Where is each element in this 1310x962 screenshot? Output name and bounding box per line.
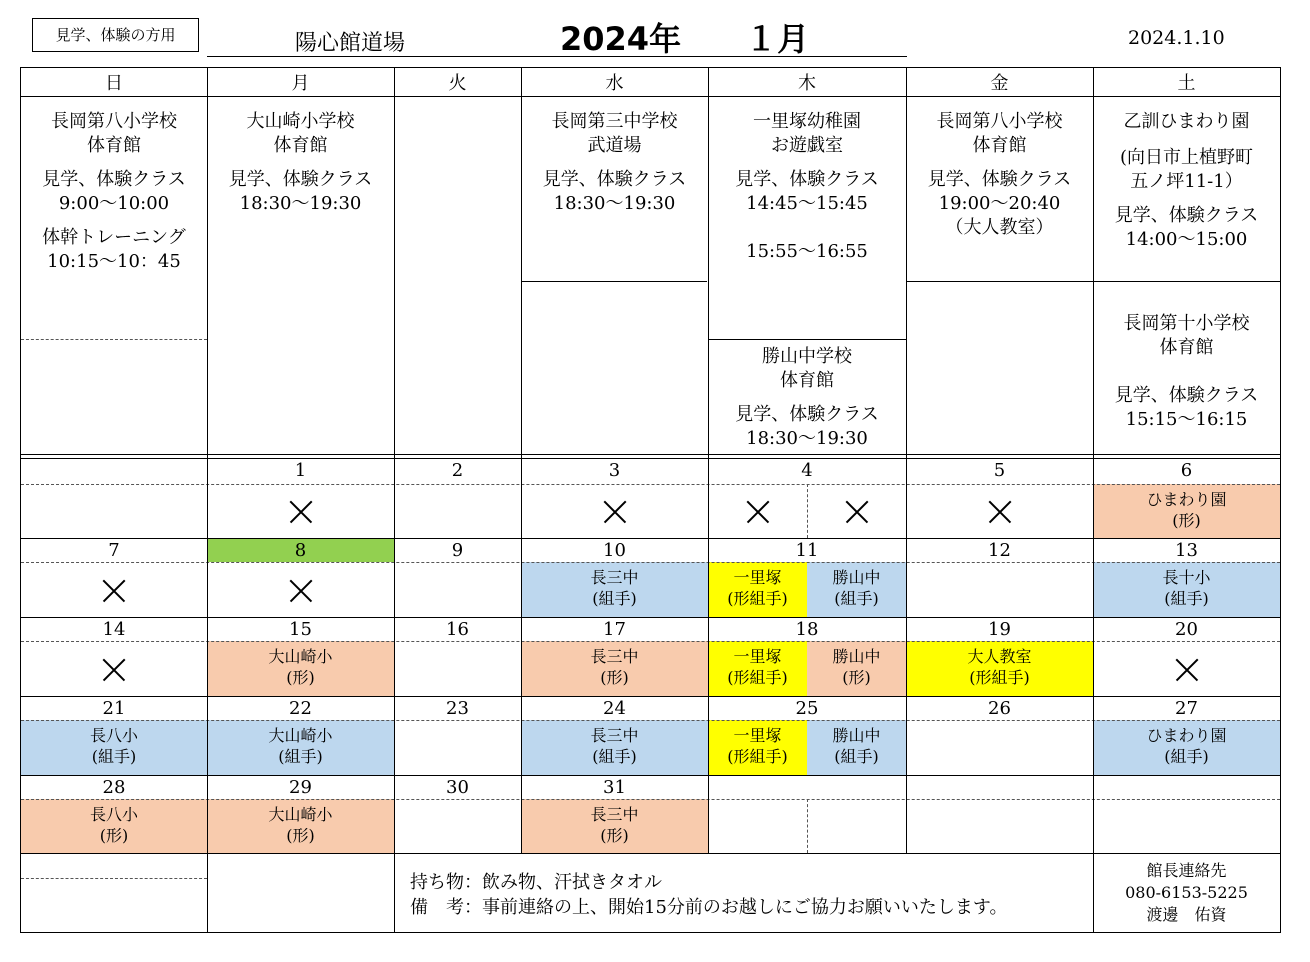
info-thu-class: 見学、体験クラス <box>735 169 879 190</box>
event-jan-15 <box>207 641 394 696</box>
info-thu-time: 14:45～15:45 <box>746 193 868 214</box>
info-sat-address-2: 五ノ坪11-1） <box>1130 171 1243 192</box>
info-thu2-venue: 勝山中学校 <box>762 346 852 367</box>
cancelled-x-icon <box>289 500 313 524</box>
cancelled-x-icon <box>988 500 1012 524</box>
day-number: 1 <box>294 460 307 481</box>
event-jan-18b-line1: 勝山中 <box>832 647 881 666</box>
event-jan-21 <box>21 720 207 775</box>
event-jan-25a-line2: (形組手) <box>727 747 788 766</box>
event-jan-15-line1: 大山崎小 <box>268 647 333 666</box>
event-jan-28 <box>21 799 207 854</box>
title-underline <box>207 56 907 57</box>
day-number: 30 <box>446 777 469 798</box>
event-jan-24-line2: (組手) <box>592 747 637 766</box>
event-jan-24-line1: 長三中 <box>590 726 639 745</box>
event-jan-18-katsuyama <box>807 641 906 696</box>
day-number: 5 <box>993 460 1006 481</box>
day-number: 26 <box>988 698 1011 719</box>
info-wed-venue: 長岡第三中学校 <box>551 111 678 132</box>
event-jan-11b-line2: (組手) <box>834 589 879 608</box>
info-sat-time: 14:00～15:00 <box>1125 229 1248 250</box>
info-sun-time: 9:00～10:00 <box>58 193 170 214</box>
page-title: 2024年 １月 <box>560 20 810 58</box>
info-saturday-2 <box>1093 312 1280 432</box>
event-jan-13-line2: (組手) <box>1164 589 1209 608</box>
info-fri-time: 19:00～20:40 <box>938 193 1061 214</box>
info-thu-room: お遊戯室 <box>771 135 843 156</box>
day-number: 18 <box>795 619 819 640</box>
info-mon-hall: 体育館 <box>273 135 328 156</box>
event-jan-11b-line1: 勝山中 <box>832 568 881 587</box>
day-number: 28 <box>102 777 126 798</box>
event-jan-13 <box>1093 562 1280 617</box>
info-sat2-time: 15:15～16:15 <box>1125 409 1248 430</box>
info-fri-hall: 体育館 <box>972 135 1027 156</box>
info-sunday <box>21 110 207 274</box>
event-jan-28-line2: (形) <box>99 826 129 845</box>
day-number: 6 <box>1180 460 1193 481</box>
info-thursday-1 <box>708 110 906 264</box>
day-number: 13 <box>1175 540 1198 561</box>
info-wednesday <box>521 110 708 216</box>
cancelled-x-icon <box>289 579 313 603</box>
info-sat2-venue: 長岡第十小学校 <box>1123 313 1250 334</box>
info-sun-class: 見学、体験クラス <box>42 169 186 190</box>
event-jan-22 <box>207 720 394 775</box>
audience-badge-label: 見学、体験の方用 <box>55 26 176 44</box>
event-jan-17-line1: 長三中 <box>590 647 639 666</box>
info-wed-time: 18:30～19:30 <box>553 193 676 214</box>
day-number: 17 <box>603 619 626 640</box>
info-sat-venue: 乙訓ひまわり園 <box>1123 111 1250 132</box>
info-monday <box>207 110 394 216</box>
event-jan-31-line1: 長三中 <box>590 805 639 824</box>
day-number: 24 <box>603 698 626 719</box>
event-jan-06 <box>1093 484 1280 538</box>
event-jan-18b-line2: (形) <box>842 668 871 687</box>
event-jan-27-line2: (組手) <box>1164 747 1209 766</box>
day-number: 21 <box>102 698 126 719</box>
info-fri-venue: 長岡第八小学校 <box>936 111 1063 132</box>
cancelled-x-icon <box>603 500 627 524</box>
day-number: 15 <box>289 619 312 640</box>
event-jan-06-line1: ひまわり園 <box>1146 490 1227 509</box>
info-sun-training: 体幹トレーニング <box>42 227 186 248</box>
info-wed-class: 見学、体験クラス <box>542 169 687 190</box>
event-jan-25a-line1: 一里塚 <box>733 726 782 745</box>
event-jan-24 <box>521 720 708 775</box>
event-jan-06-line2: (形) <box>1172 511 1201 530</box>
event-jan-17 <box>521 641 708 696</box>
weekday-thu: 木 <box>798 73 816 94</box>
event-jan-29-line1: 大山崎小 <box>268 805 333 824</box>
event-jan-22-line1: 大山崎小 <box>268 726 333 745</box>
day-number: 9 <box>451 540 464 561</box>
event-jan-11a-line2: (形組手) <box>727 589 788 608</box>
footer-notes <box>410 870 1090 920</box>
event-jan-31-line2: (形) <box>600 826 629 845</box>
day-number: 12 <box>988 540 1011 561</box>
day-number: 22 <box>289 698 312 719</box>
info-fri-class: 見学、体験クラス <box>927 169 1072 190</box>
info-thursday-2 <box>708 345 906 451</box>
contact-title: 館長連絡先 <box>1146 861 1227 880</box>
day-number: 27 <box>1175 698 1198 719</box>
event-jan-15-line2: (形) <box>286 668 315 687</box>
day-number: 7 <box>108 540 120 561</box>
event-jan-11a-line1: 一里塚 <box>733 568 782 587</box>
weekday-wed: 水 <box>605 73 624 94</box>
info-wed-hall: 武道場 <box>587 135 642 156</box>
event-jan-25b-line2: (組手) <box>834 747 879 766</box>
dojo-name: 陽心館道場 <box>295 31 406 56</box>
cancelled-x-icon <box>746 500 770 524</box>
info-sat-address-1: (向日市上植野町 <box>1119 147 1254 168</box>
info-sun-training-time: 10:15～10：45 <box>47 251 181 272</box>
contact-phone: 080-6153-5225 <box>1125 883 1248 902</box>
event-jan-10-line2: (組手) <box>592 589 637 608</box>
day-number: 25 <box>795 698 819 719</box>
event-jan-17-line2: (形) <box>600 668 629 687</box>
info-thu2-time: 18:30～19:30 <box>746 428 868 449</box>
event-jan-22-line2: (組手) <box>278 747 323 766</box>
day-number-today: 8 <box>294 540 307 561</box>
event-jan-10-line1: 長三中 <box>590 568 639 587</box>
event-jan-10 <box>521 562 708 617</box>
event-jan-19-line1: 大人教室 <box>967 647 1032 666</box>
info-fri-note: （大人教室） <box>945 217 1054 238</box>
info-mon-time: 18:30～19:30 <box>239 193 362 214</box>
audience-badge <box>32 18 199 52</box>
day-number: 29 <box>289 777 312 798</box>
remarks: 備 考：事前連絡の上、開始15分前のお越しにご協力お願いいたします。 <box>410 897 1008 918</box>
info-mon-class: 見学、体験クラス <box>228 169 373 190</box>
event-jan-27-line1: ひまわり園 <box>1146 726 1227 745</box>
event-jan-19 <box>906 641 1093 696</box>
day-number: 16 <box>446 619 469 640</box>
issue-date: 2024.1.10 <box>1128 27 1225 49</box>
info-sat-class: 見学、体験クラス <box>1114 205 1259 226</box>
cancelled-x-icon <box>845 500 869 524</box>
event-jan-29 <box>207 799 394 854</box>
event-jan-25-ichirizuka <box>708 720 807 775</box>
day-number: 19 <box>988 619 1011 640</box>
info-thu2-class: 見学、体験クラス <box>735 404 879 425</box>
info-thu-time-2: 15:55～16:55 <box>746 241 868 262</box>
cancelled-x-icon <box>102 579 126 603</box>
event-jan-21-line1: 長八小 <box>89 726 138 745</box>
event-jan-19-line2: (形組手) <box>969 668 1030 687</box>
day-number: 14 <box>102 619 126 640</box>
day-number: 20 <box>1175 619 1198 640</box>
info-sun-hall: 体育館 <box>87 135 141 156</box>
event-jan-11-ichirizuka <box>708 562 807 617</box>
info-thu-venue: 一里塚幼稚園 <box>753 111 861 132</box>
weekday-tue: 火 <box>448 73 467 94</box>
contact-name: 渡邊 佑資 <box>1146 905 1227 924</box>
event-jan-18a-line2: (形組手) <box>727 668 788 687</box>
weekday-mon: 月 <box>291 73 310 94</box>
info-sun-venue: 長岡第八小学校 <box>51 111 177 132</box>
event-jan-27 <box>1093 720 1280 775</box>
weekday-sat: 土 <box>1177 73 1196 94</box>
day-number: 31 <box>603 777 626 798</box>
day-number: 11 <box>795 540 819 561</box>
event-jan-25b-line1: 勝山中 <box>832 726 881 745</box>
day-number: 2 <box>451 460 464 481</box>
event-jan-29-line2: (形) <box>286 826 315 845</box>
day-number: 4 <box>801 460 813 481</box>
info-saturday-1 <box>1093 110 1280 252</box>
event-jan-25-katsuyama <box>807 720 906 775</box>
event-jan-13-line1: 長十小 <box>1162 568 1211 587</box>
day-number: 23 <box>446 698 469 719</box>
event-jan-21-line2: (組手) <box>91 747 137 766</box>
event-jan-18-ichirizuka <box>708 641 807 696</box>
event-jan-31 <box>521 799 708 854</box>
info-sat2-class: 見学、体験クラス <box>1114 385 1259 406</box>
contact-box <box>1093 860 1280 926</box>
event-jan-18a-line1: 一里塚 <box>733 647 782 666</box>
info-sat2-hall: 体育館 <box>1159 337 1214 358</box>
items-to-bring: 持ち物：飲み物、汗拭きタオル <box>410 872 662 893</box>
weekday-sun: 日 <box>105 73 123 94</box>
event-jan-11-katsuyama <box>807 562 906 617</box>
day-number: 10 <box>603 540 626 561</box>
day-number: 3 <box>608 460 621 481</box>
info-friday <box>906 110 1093 240</box>
event-jan-28-line1: 長八小 <box>89 805 138 824</box>
cancelled-x-icon <box>1175 658 1199 682</box>
weekday-fri: 金 <box>990 73 1009 94</box>
info-thu2-hall: 体育館 <box>780 370 834 391</box>
info-mon-venue: 大山崎小学校 <box>246 111 355 132</box>
cancelled-x-icon <box>102 658 126 682</box>
